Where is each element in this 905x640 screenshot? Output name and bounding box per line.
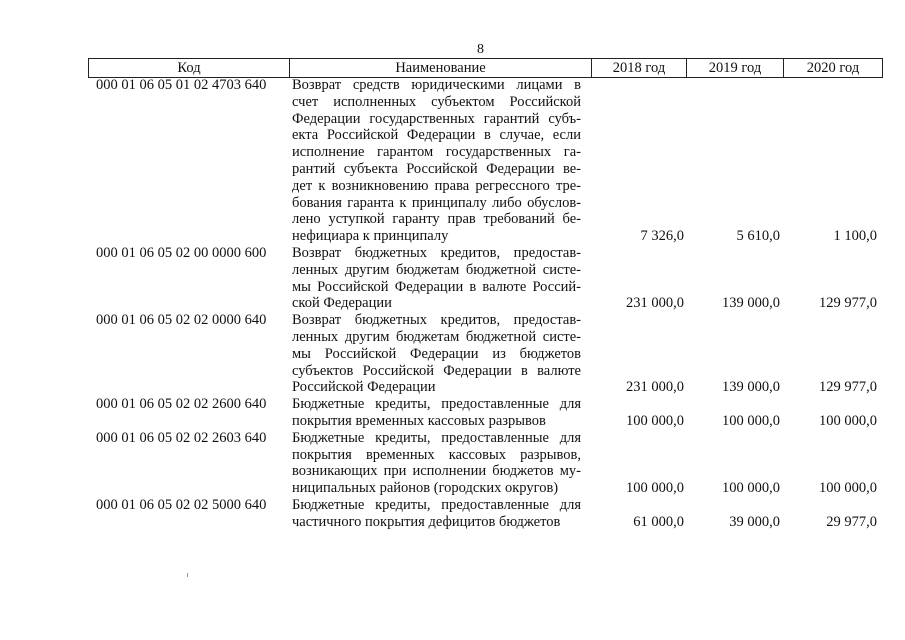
row-name [289,497,591,531]
row-name-line: Российской Федерации [292,379,436,396]
row-name-line: бования гаранта к принципалу либо обуслов- [292,194,581,211]
row-name-line: рантий субъекта Российской Федерации ве- [292,160,581,177]
row-code: 000 01 06 05 02 00 0000 600 [96,244,267,261]
row-value-2018 [591,245,686,312]
row-name-line: покрытия временных кассовых разрывов [292,412,546,429]
row-value-2020 [783,77,881,245]
row-name-line: мы Российской Федерации в валюте Россий- [292,278,581,295]
row-value-2018 [591,430,686,497]
row-value-2019 [686,396,783,430]
row-name-line: лено уступкой гаранту прав требований бе- [292,211,581,228]
row-value-2020 [783,497,881,531]
row-value-text: 100 000,0 [626,412,684,429]
row-value-2020 [783,245,881,312]
row-value-2018 [591,497,686,531]
row-name-line: Федерации государственных гарантий субъ- [292,110,581,127]
table-row [88,77,881,245]
row-value-text: 7 326,0 [640,228,684,245]
row-value-text: 5 610,0 [736,228,780,245]
row-value-2018 [591,396,686,430]
row-name-line: Бюджетные кредиты, предоставленные для [292,429,581,446]
row-name-line: ской Федерации [292,295,392,312]
row-name-line: мы Российской Федерации из бюджетов [292,345,581,362]
row-name [289,312,591,396]
row-code: 000 01 06 05 02 02 0000 640 [96,312,267,329]
row-value-2018 [591,77,686,245]
row-value-2020 [783,430,881,497]
row-value-2018 [591,312,686,396]
row-value-text: 29 977,0 [826,513,877,530]
row-name-line: исполнение гарантом государственных га- [292,144,581,161]
row-value-text: 61 000,0 [633,513,684,530]
row-name-line: Бюджетные кредиты, предоставленные для [292,396,581,413]
row-value-2020 [783,312,881,396]
header-2020: 2020 год [806,60,860,76]
table-row [88,312,881,396]
row-name-line: нефициара к принципалу [292,228,449,245]
table-row [88,396,881,430]
header-2018: 2018 год [592,59,687,77]
row-name [289,396,591,430]
row-name-line: дет к возникновению права регрессного тре- [292,177,581,194]
row-name-line: ниципальных районов (городских округов) [292,480,559,497]
row-name-line: субъектов Российской Федерации в валюте [292,362,581,379]
row-value-text: 100 000,0 [819,480,877,497]
row-name-line: екта Российской Федерации в случае, если [292,127,581,144]
row-name-line: покрытия временных кассовых разрывов, [292,446,581,463]
row-value-text: 100 000,0 [722,480,780,497]
row-code: 000 01 06 05 02 02 5000 640 [96,496,267,513]
row-name-line: ленных другим бюджетам бюджетной систе- [292,328,581,345]
row-value-text: 100 000,0 [626,480,684,497]
row-value-text: 129 977,0 [819,295,877,312]
row-value-text: 1 100,0 [833,228,877,245]
table-row [88,245,881,312]
row-value-2019 [686,430,783,497]
header-2019: 2019 год [687,59,784,77]
row-value-text: 139 000,0 [722,295,780,312]
row-code: 000 01 06 05 01 02 4703 640 [96,77,267,93]
row-name-line: Возврат средств юридическими лицами в [292,77,581,93]
row-value-2019 [686,77,783,245]
page-number: 8 [477,42,484,57]
row-name-line: Возврат бюджетных кредитов, предостав- [292,312,581,329]
row-name [289,245,591,312]
table-row [88,497,881,531]
row-value-2020 [783,396,881,430]
scan-artifact [187,573,188,577]
row-value-text: 139 000,0 [722,379,780,396]
row-name [289,77,591,245]
row-value-text: 129 977,0 [819,379,877,396]
row-name-line: Возврат бюджетных кредитов, предостав- [292,244,581,261]
row-name-line: возникающих при исполнении бюджетов му- [292,463,581,480]
table-row [88,430,881,497]
row-value-text: 231 000,0 [626,379,684,396]
row-value-2019 [686,312,783,396]
row-name-line: счет исполненных субъектом Российской [292,93,581,110]
row-name-line: ленных другим бюджетам бюджетной систе- [292,261,581,278]
row-value-text: 100 000,0 [722,412,780,429]
row-code: 000 01 06 05 02 02 2603 640 [96,429,267,446]
header-code: Код [89,59,290,77]
table-header [88,58,883,78]
row-name-line: частичного покрытия дефицитов бюджетов [292,513,561,530]
row-value-text: 39 000,0 [729,513,780,530]
row-value-text: 100 000,0 [819,412,877,429]
header-name: Наименование [290,59,592,77]
row-value-text: 231 000,0 [626,295,684,312]
row-name [289,430,591,497]
row-code: 000 01 06 05 02 02 2600 640 [96,396,267,413]
row-value-2019 [686,245,783,312]
table-body [88,77,881,531]
row-value-2019 [686,497,783,531]
row-name-line: Бюджетные кредиты, предоставленные для [292,496,581,513]
